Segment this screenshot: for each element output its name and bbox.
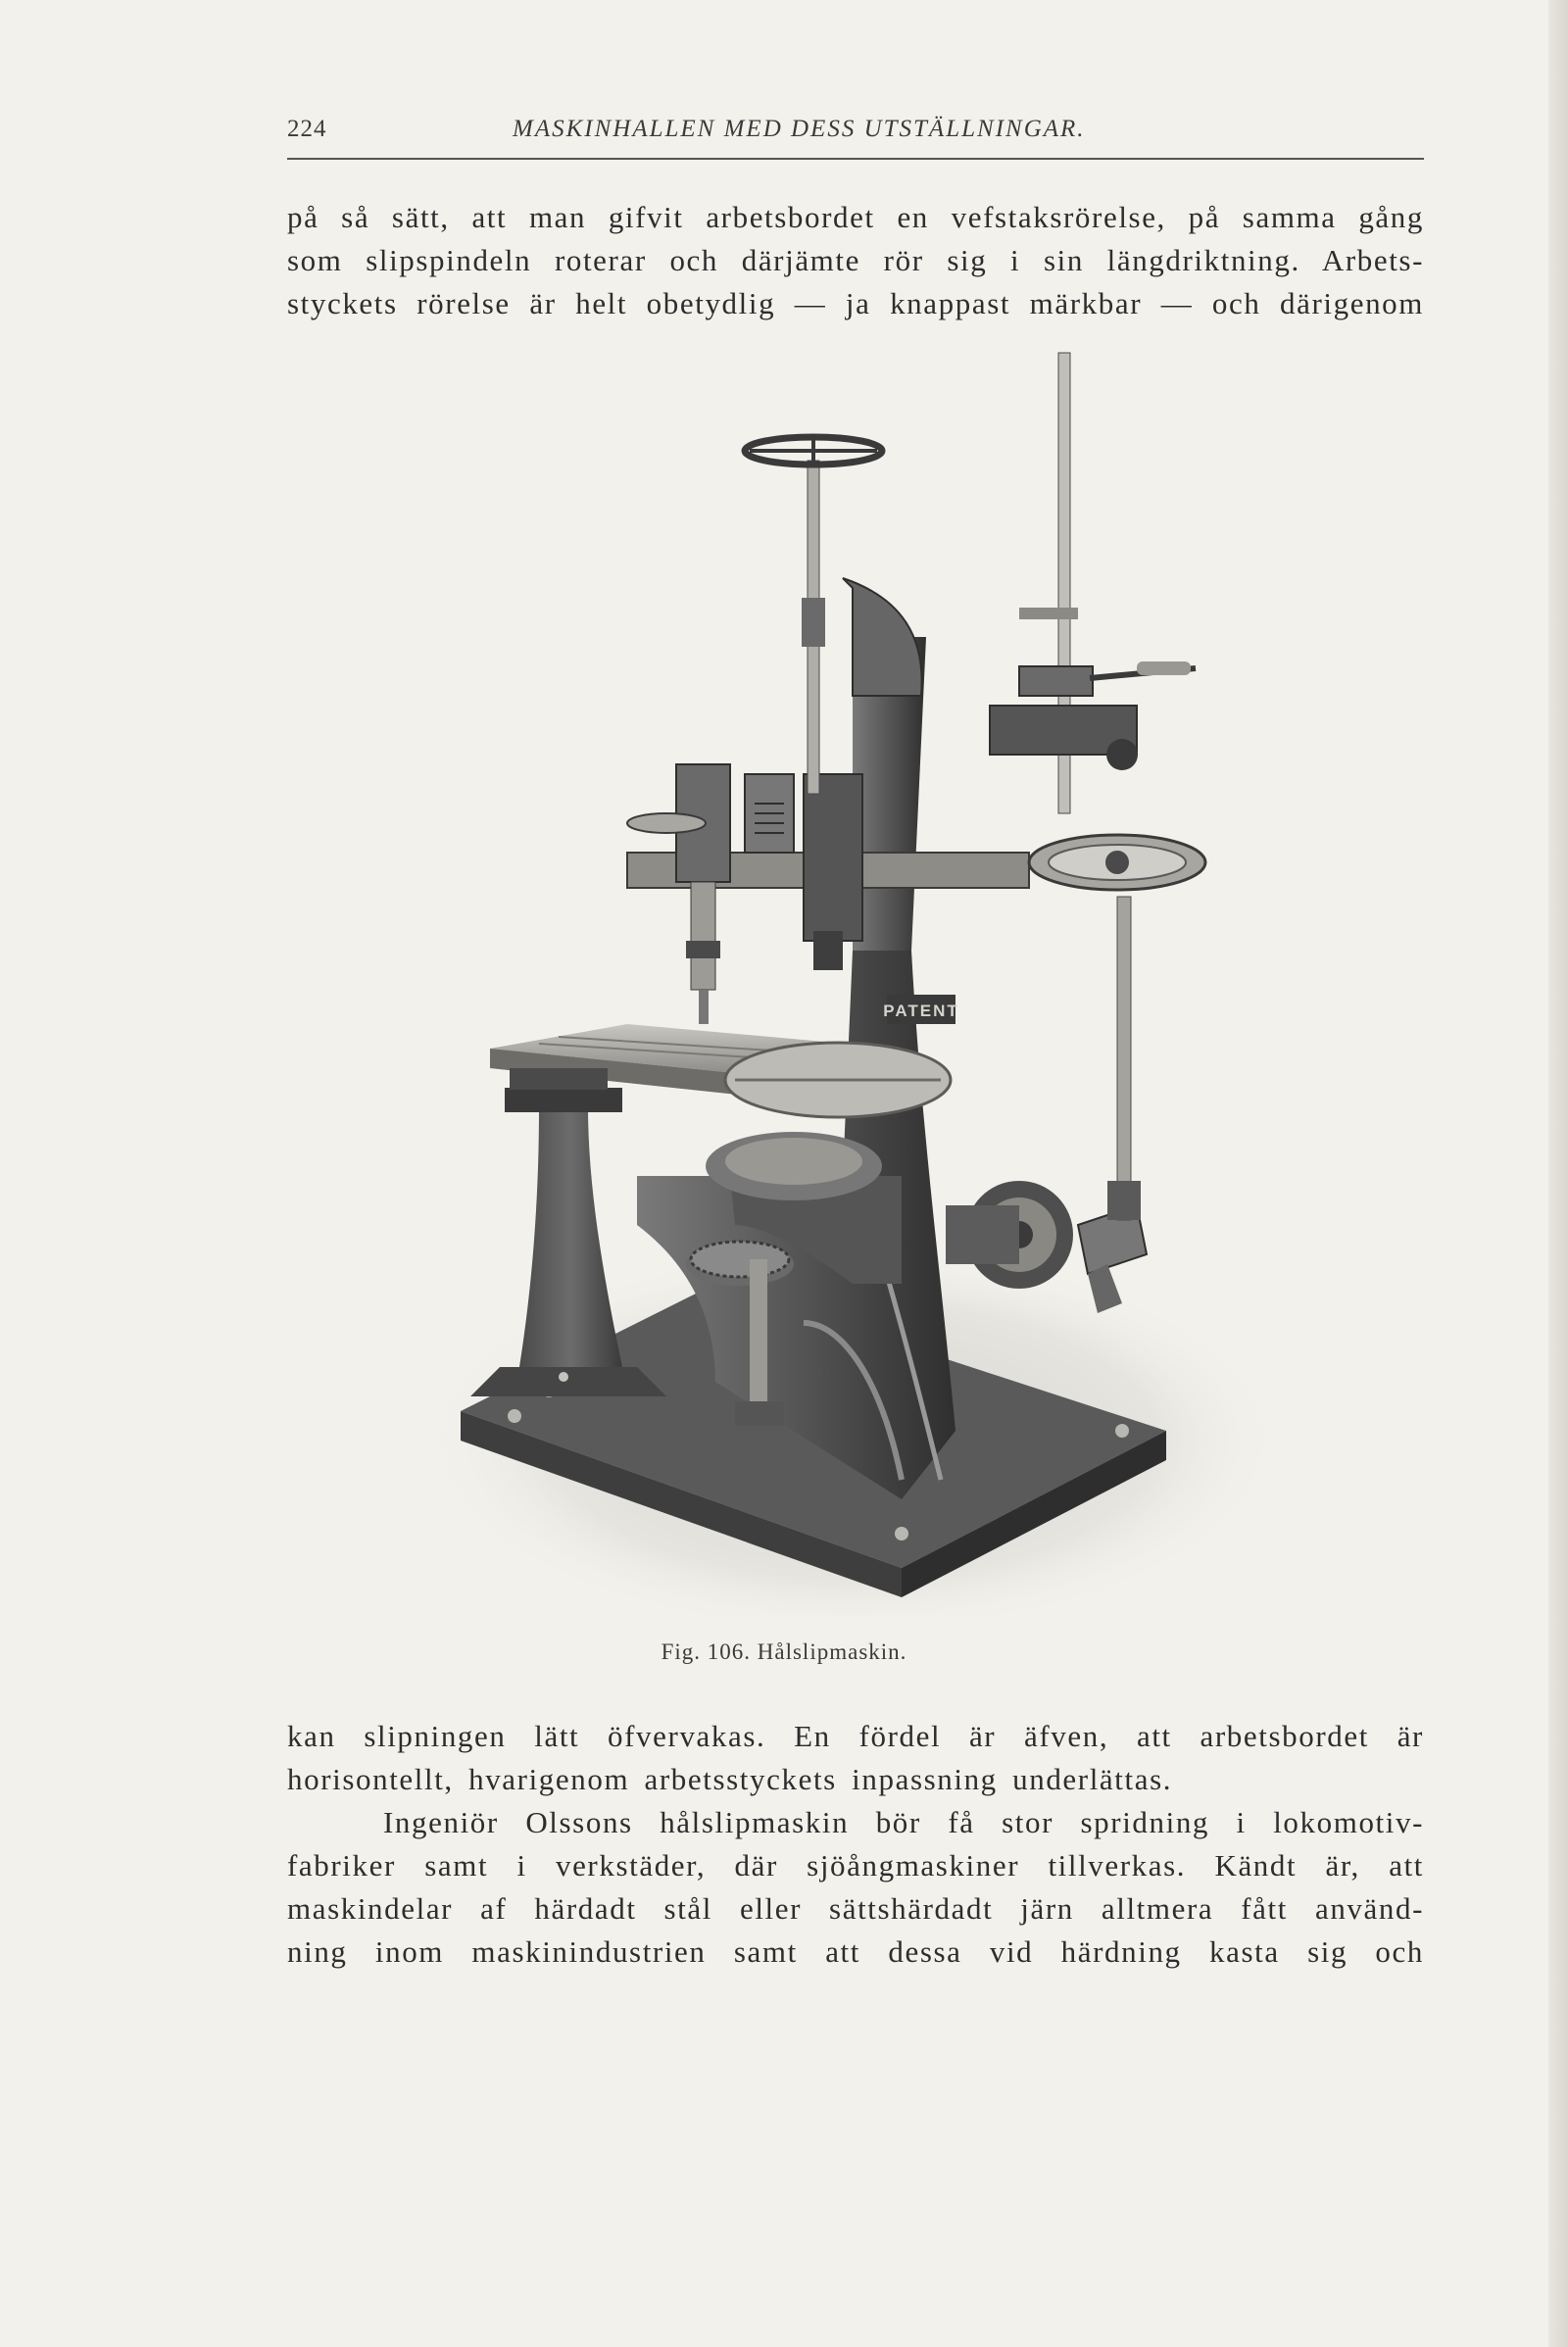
text-line: horisontellt, hvarigenom arbetsstyckets inpassning underlättas. bbox=[287, 1762, 1173, 1796]
vertical-drive-shaft bbox=[1107, 897, 1141, 1220]
page-number: 224 bbox=[287, 116, 327, 142]
paragraph-bottom bbox=[287, 1715, 1424, 1974]
running-title: MASKINHALLEN MED DESS UTSTÄLLNINGAR. bbox=[513, 116, 1086, 142]
lever-handle bbox=[990, 661, 1196, 770]
text-line: ning inom maskinindustrien samt att dessa vid härdning kasta sig och bbox=[287, 1934, 1424, 1969]
text-line: som slipspindeln roterar och därjämte rör sig i sin längdriktning. Arbets- bbox=[287, 243, 1424, 277]
page-edge bbox=[1548, 0, 1568, 2347]
patent-plate: PATENT bbox=[883, 1002, 959, 1020]
text-line: kan slipningen lätt öfvervakas. En fördel är äfven, att arbetsbordet är bbox=[287, 1719, 1424, 1753]
header-rule bbox=[287, 158, 1424, 160]
running-head bbox=[287, 116, 1424, 149]
text-line: maskindelar af härdadt stål eller sättshärdadt järn alltmera fått använd- bbox=[287, 1891, 1424, 1926]
text-line: på så sätt, att man gifvit arbetsbordet en vefstaksrörelse, på samma gång bbox=[287, 200, 1424, 234]
machine-illustration bbox=[392, 343, 1274, 1617]
text-line: styckets rörelse är helt obetydlig — ja knappast märkbar — och därigenom bbox=[287, 286, 1424, 320]
paragraph-top bbox=[287, 196, 1424, 325]
figure-caption: Fig. 106. Hålslipmaskin. bbox=[661, 1639, 907, 1664]
text-line: fabriker samt i verkstäder, där sjöångmaskiner tillverkas. Kändt är, att bbox=[287, 1848, 1424, 1882]
text-line: Ingeniör Olssons hålslipmaskin bör få stor spridning i lokomotiv- bbox=[383, 1805, 1424, 1839]
grinding-spindle-head bbox=[627, 764, 862, 1024]
